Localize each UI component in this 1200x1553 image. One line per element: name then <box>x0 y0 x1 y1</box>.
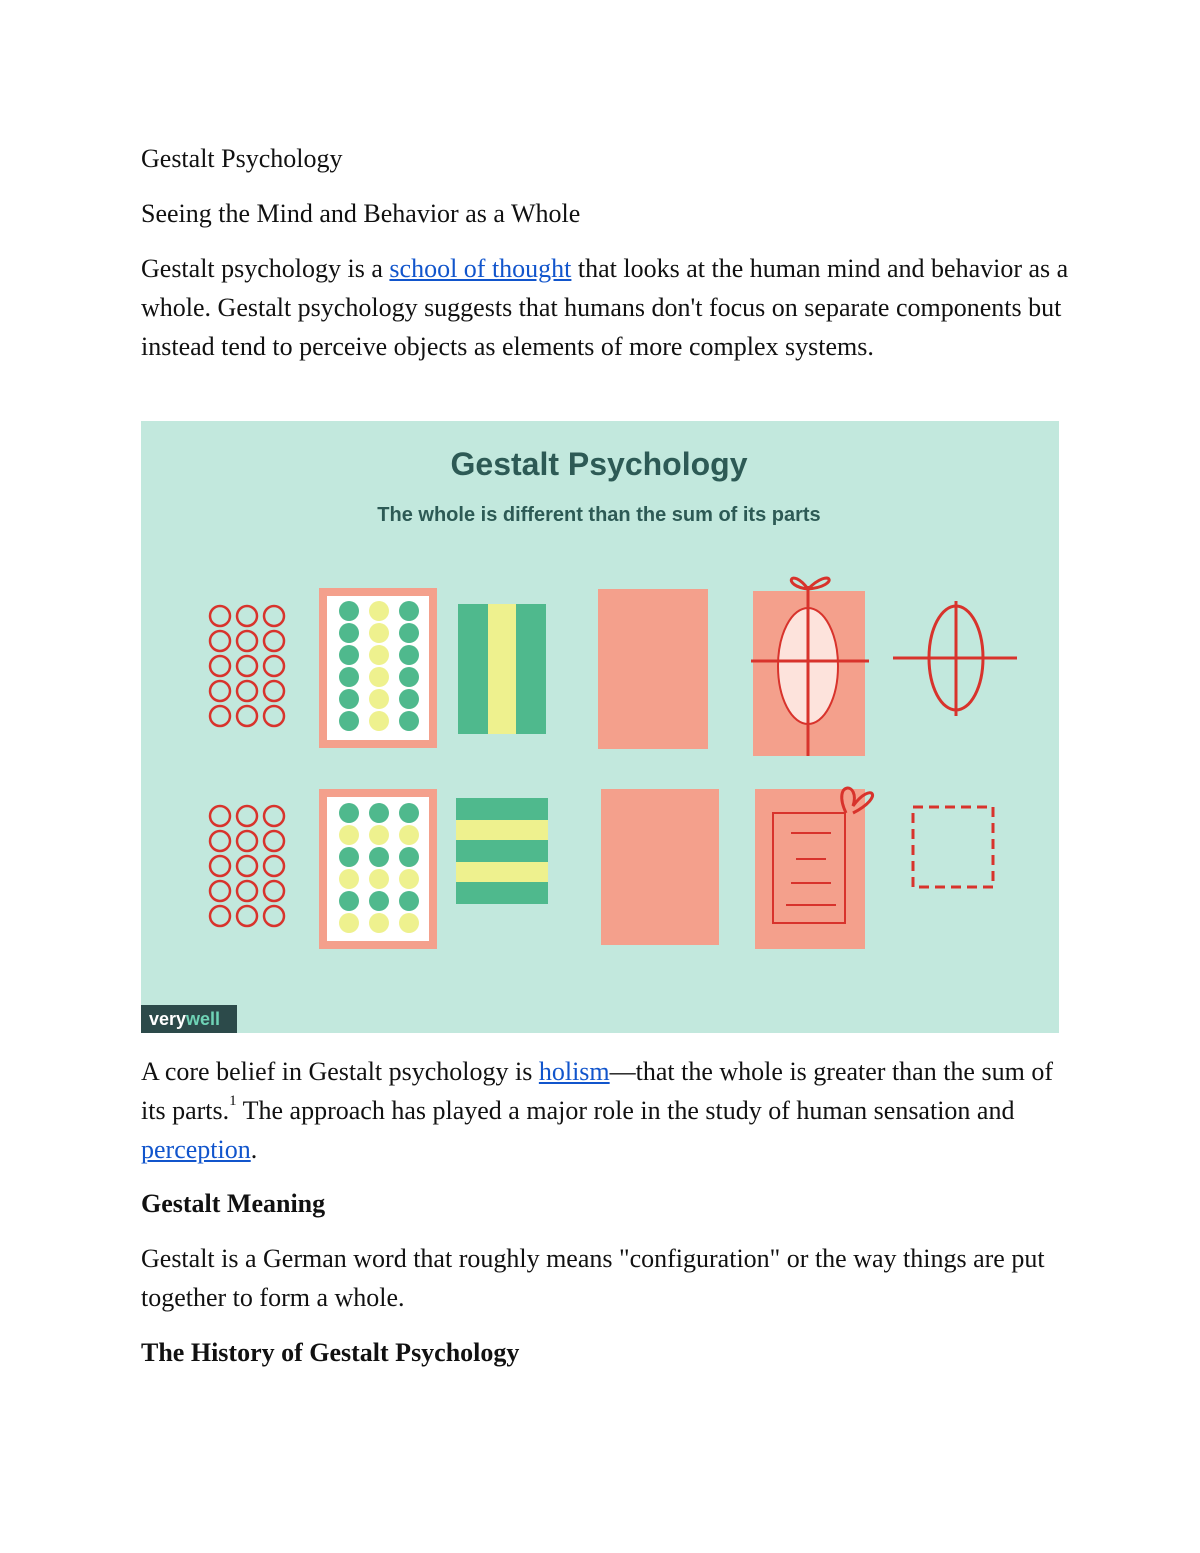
candy-box-icon <box>319 588 437 748</box>
history-heading: The History of Gestalt Psychology <box>141 1338 520 1367</box>
gift-face-icon <box>751 578 869 756</box>
vertical-stripes-icon <box>458 604 546 734</box>
doc-title: Gestalt Psychology <box>141 144 343 173</box>
gestalt-infographic <box>141 421 1059 1033</box>
core-text-rest: The approach has played a major role in the study of human sensation and <box>236 1096 1015 1125</box>
plain-box-icon <box>601 789 719 945</box>
doc-subtitle: Seeing the Mind and Behavior as a Whole <box>141 199 581 228</box>
meaning-heading: Gestalt Meaning <box>141 1189 326 1218</box>
core-text-end: . <box>250 1135 258 1164</box>
candy-box-icon <box>319 789 437 949</box>
core-text-start: A core belief in Gestalt psychology is <box>141 1057 539 1086</box>
verywell-logo <box>141 1005 237 1033</box>
plain-box-icon <box>598 589 708 749</box>
gift-list-icon <box>755 788 873 949</box>
horizontal-stripes-icon <box>456 798 548 904</box>
intro-text-rest: that looks at the human mind and behavior as a whole. Gestalt psychology suggests that humans don't focus on separate components but instead tend to perceive objects as elements of more complex systems. <box>141 254 1069 361</box>
footnote-ref[interactable]: 1 <box>229 1093 237 1110</box>
core-paragraph <box>141 1052 1071 1169</box>
svg-text:verywell: verywell <box>149 1009 221 1029</box>
core-text-mid: —that the whole is greater than the sum of its parts. <box>141 1057 1053 1125</box>
infographic-title: Gestalt Psychology <box>450 446 748 482</box>
intro-paragraph <box>141 249 1071 366</box>
perception-link[interactable]: perception <box>141 1135 251 1164</box>
meaning-paragraph: Gestalt is a German word that roughly means "configuration" or the way things are put together to form a whole. <box>141 1244 1045 1312</box>
holism-link[interactable]: holism <box>538 1057 610 1086</box>
school-of-thought-link[interactable]: school of thought <box>389 254 572 283</box>
intro-text-start: Gestalt psychology is a <box>141 254 390 283</box>
infographic-subtitle: The whole is different than the sum of its parts <box>377 504 821 526</box>
